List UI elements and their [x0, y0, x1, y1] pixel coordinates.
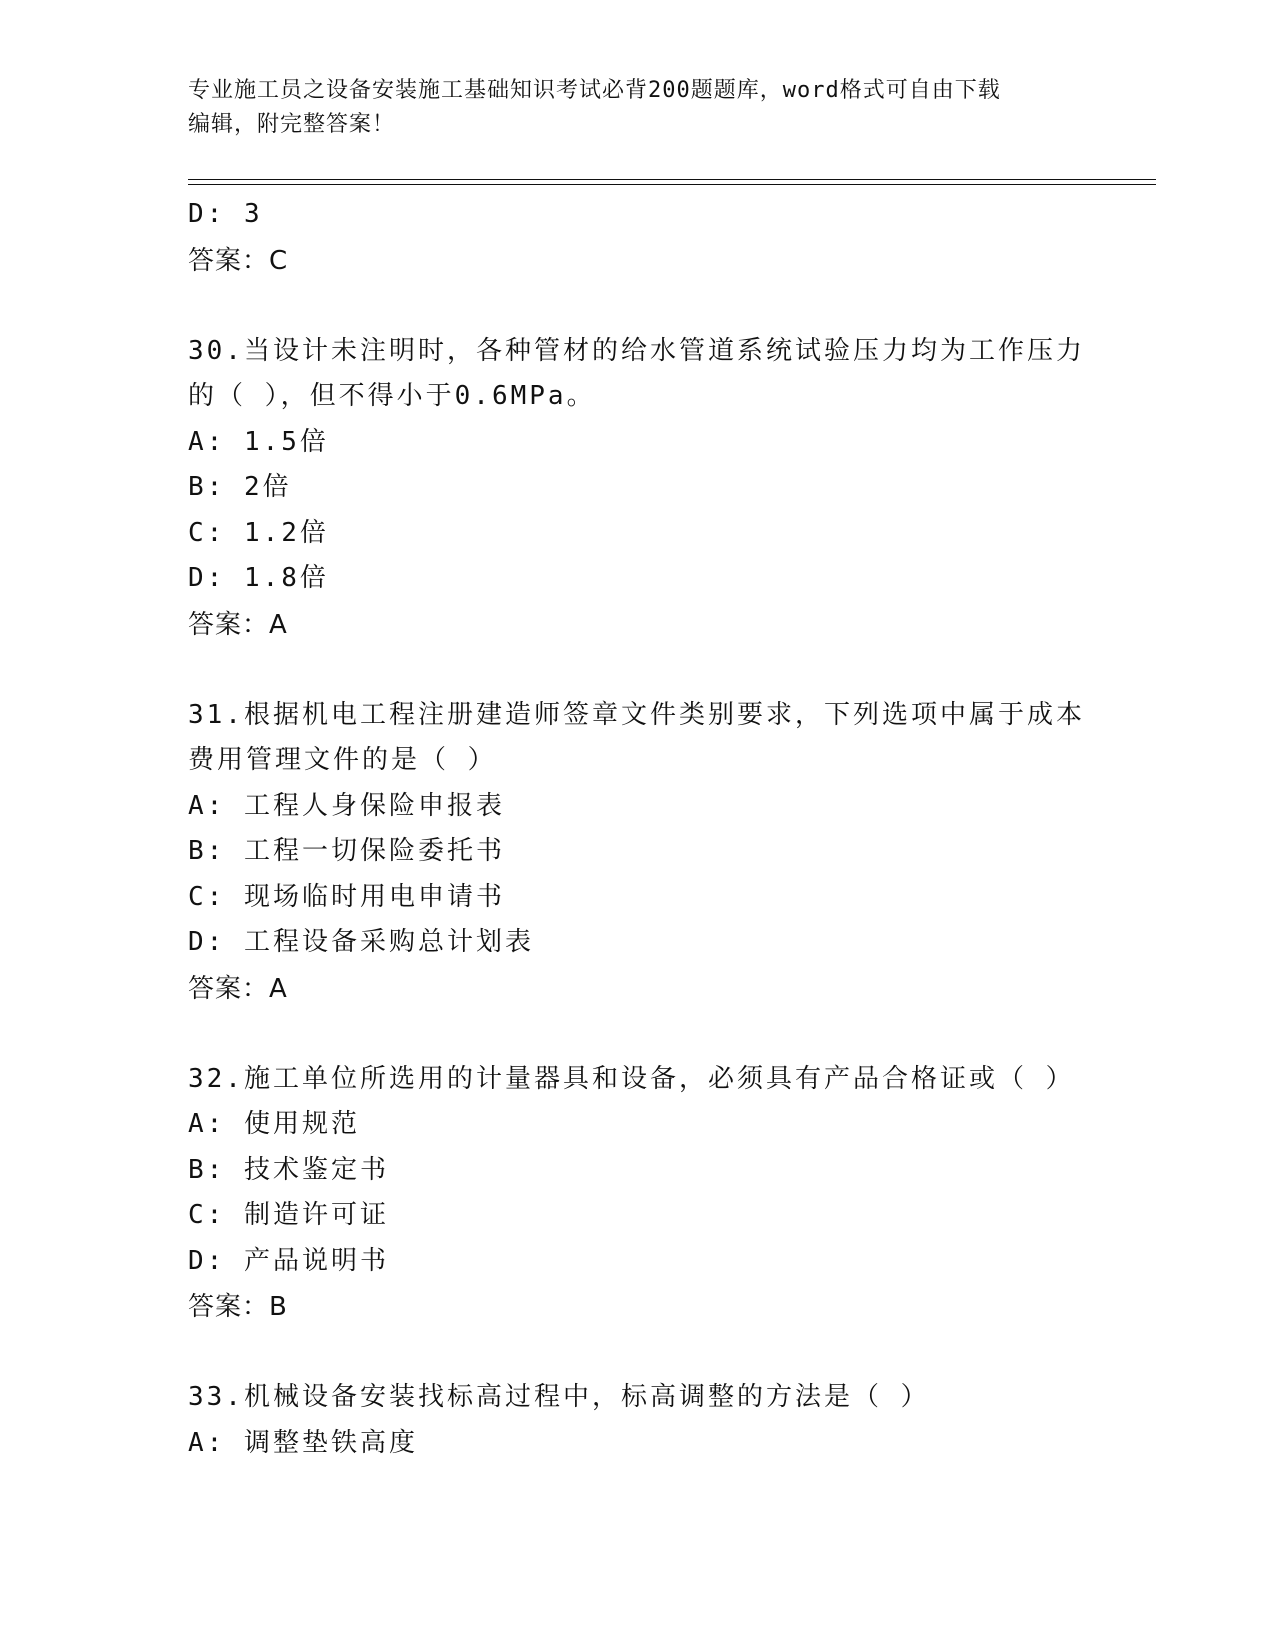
question-text-line-1: 30.当设计未注明时，各种管材的给水管道系统试验压力均为工作压力: [188, 335, 1085, 366]
answer-line: 答案：C: [188, 245, 289, 276]
option-a: A: 1.5倍: [188, 426, 329, 457]
question-text-line-1: 33.机械设备安装找标高过程中，标高调整的方法是（ ）: [188, 1382, 930, 1412]
document-body: [188, 192, 1088, 1466]
answer-line: 答案：B: [188, 1292, 288, 1322]
question-text-line-1: 32.施工单位所选用的计量器具和设备，必须具有产品合格证或（ ）: [188, 1063, 1075, 1094]
question-32: [188, 1057, 1088, 1331]
question-31: [188, 693, 1088, 1012]
option-c: C: 制造许可证: [188, 1200, 389, 1230]
header-title-line-1: 专业施工员之设备安装施工基础知识考试必背200题题库，word格式可自由下载: [188, 78, 1001, 103]
option-d: D: 1.8倍: [188, 563, 329, 593]
answer-line: 答案：A: [188, 609, 288, 640]
answer-line: 答案：A: [188, 973, 288, 1004]
option-d: D: 3: [188, 199, 263, 229]
option-b: B: 技术鉴定书: [188, 1154, 389, 1185]
question-text-line-2: 的（ ），但不得小于0.6MPa。: [188, 381, 596, 411]
option-c: C: 现场临时用电申请书: [188, 881, 505, 912]
document-header: [188, 74, 1068, 142]
option-b: B: 工程一切保险委托书: [188, 836, 505, 866]
option-c: C: 1.2倍: [188, 517, 329, 548]
option-b: B: 2倍: [188, 472, 292, 502]
question-text-line-2: 费用管理文件的是（ ）: [188, 745, 497, 775]
option-d: D: 工程设备采购总计划表: [188, 927, 534, 957]
header-title-line-2: 编辑，附完整答案！: [188, 112, 396, 137]
option-a: A: 调整垫铁高度: [188, 1427, 418, 1458]
question-33: [188, 1375, 1088, 1466]
option-d: D: 产品说明书: [188, 1245, 389, 1276]
header-divider-top: [188, 179, 1156, 180]
question-text-line-1: 31.根据机电工程注册建造师签章文件类别要求，下列选项中属于成本: [188, 699, 1085, 730]
previous-question-tail: [188, 192, 1088, 284]
option-a: A: 使用规范: [188, 1109, 360, 1139]
header-divider-bottom: [188, 184, 1156, 185]
question-30: [188, 329, 1088, 648]
option-a: A: 工程人身保险申报表: [188, 790, 505, 821]
